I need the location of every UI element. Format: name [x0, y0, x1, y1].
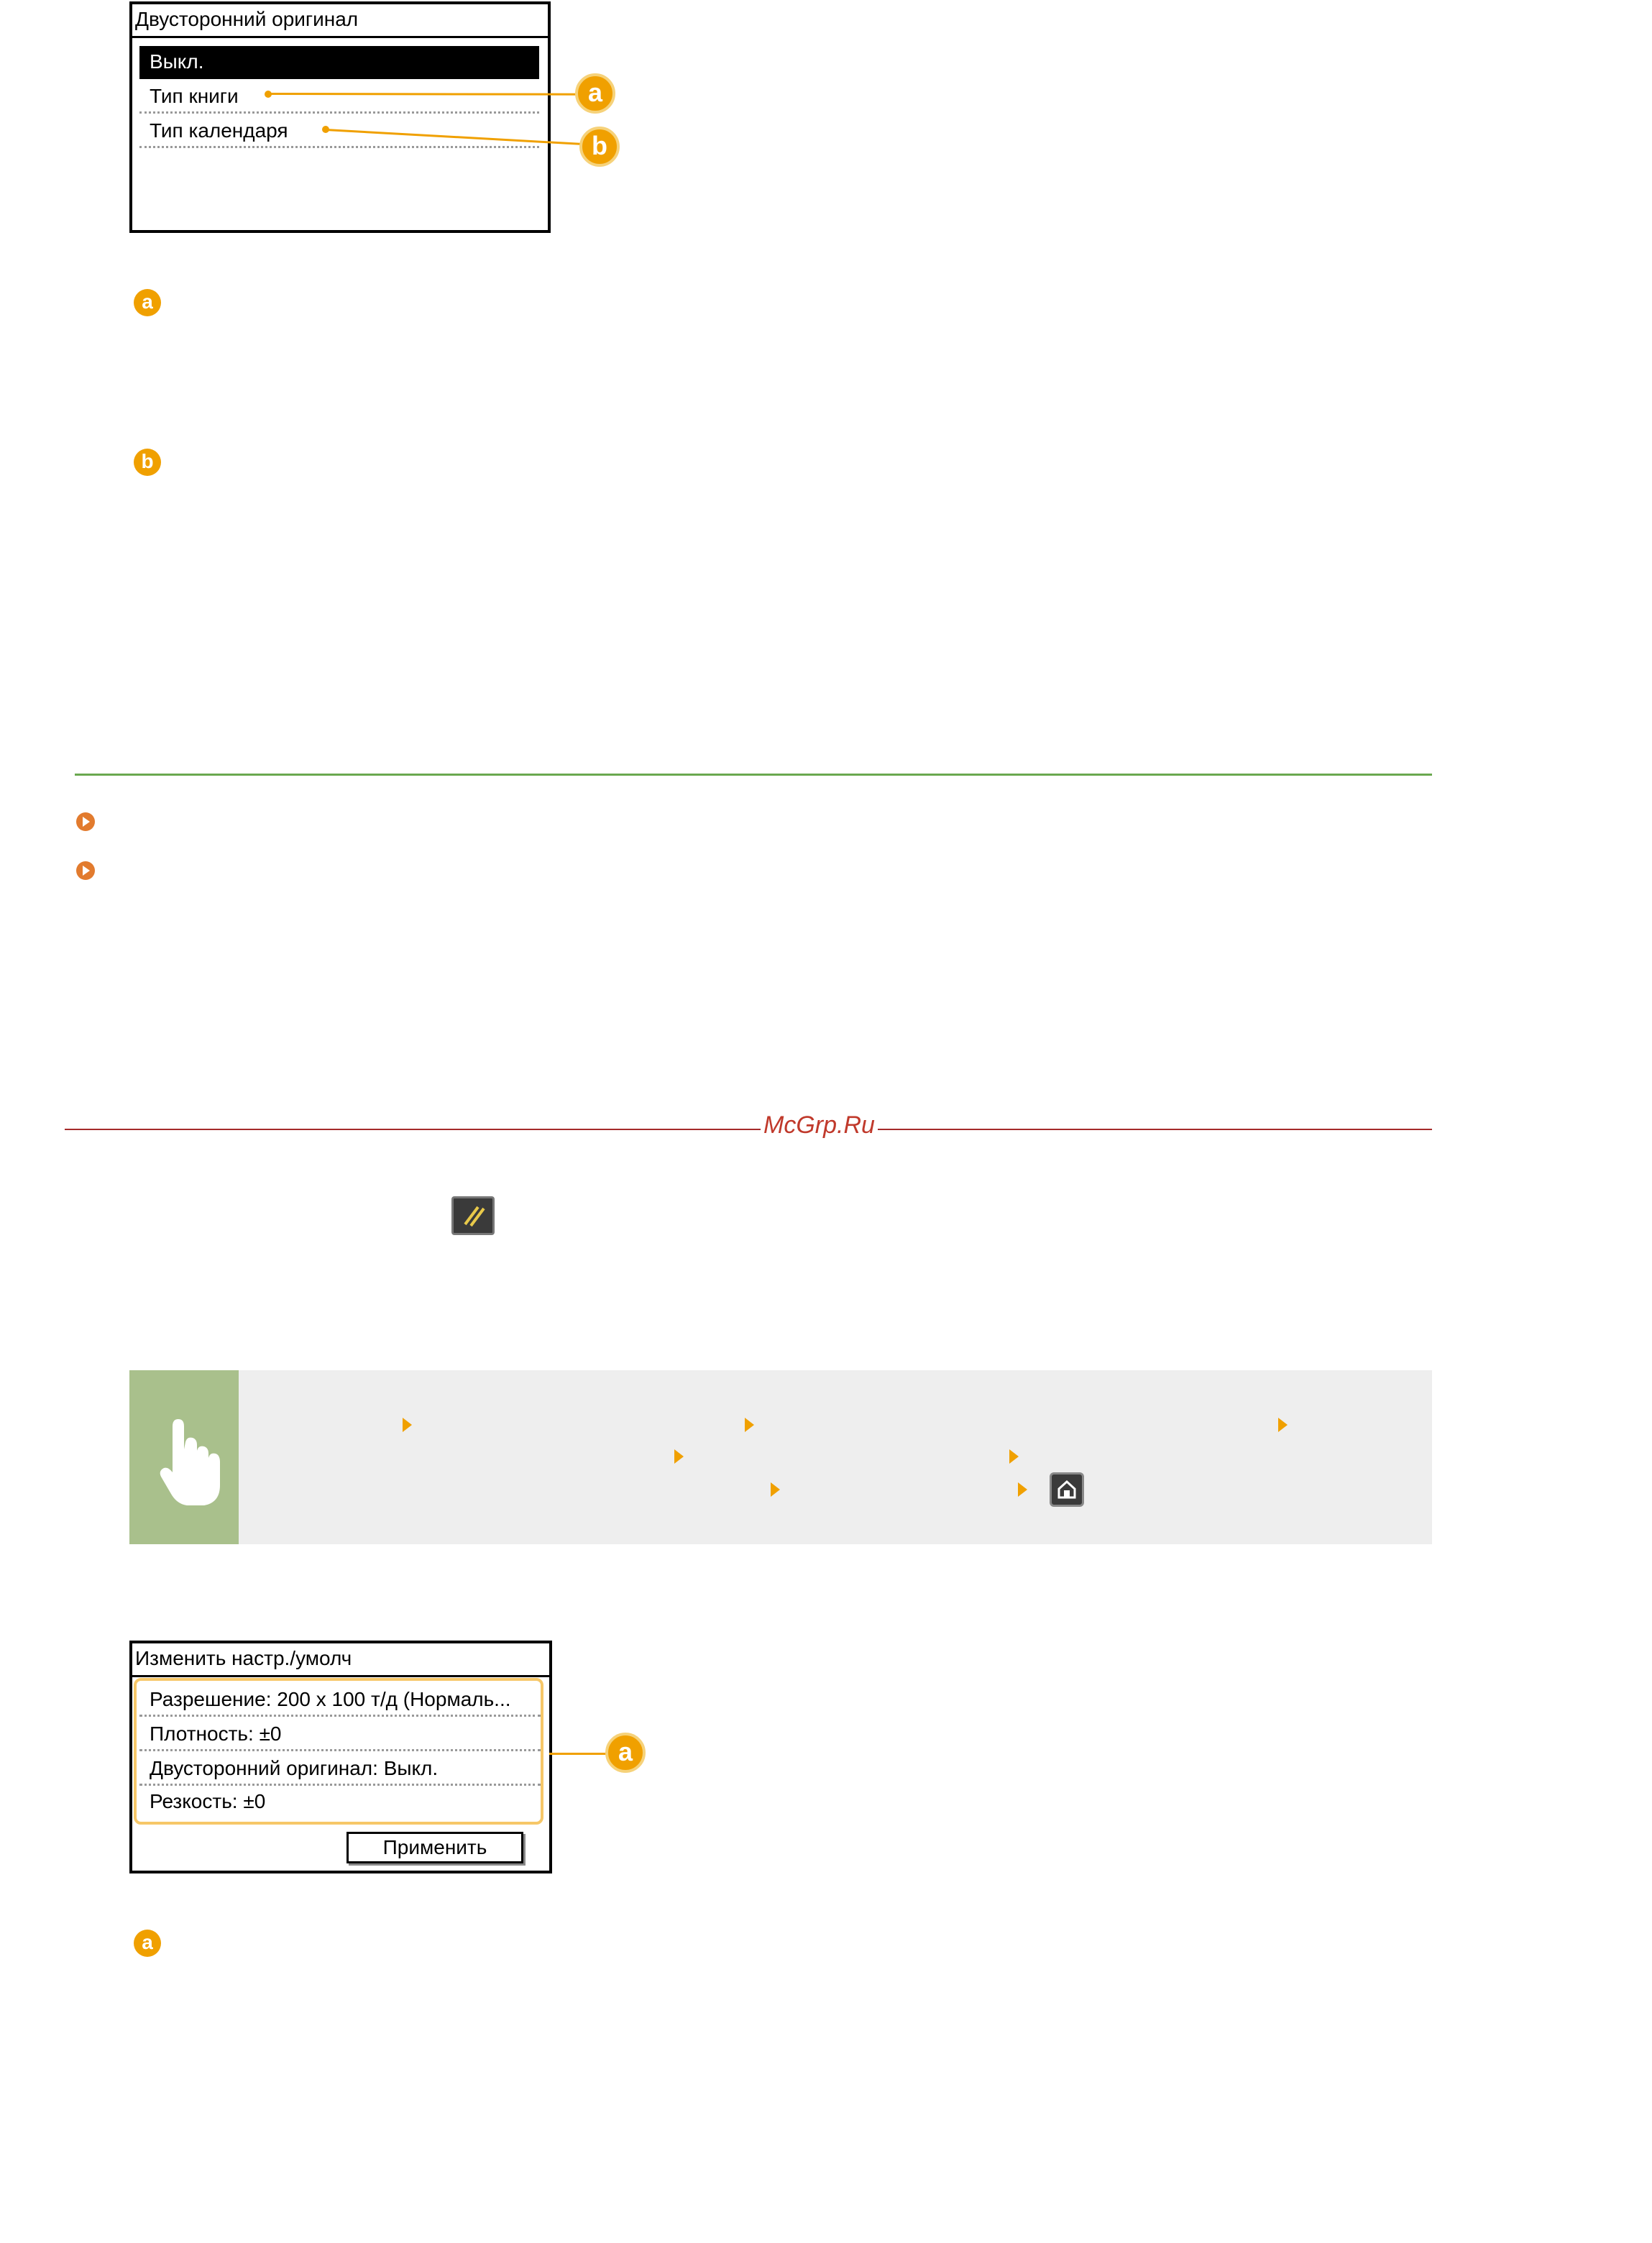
badge-a-icon: a: [134, 289, 161, 316]
hand-pointer-icon: [129, 1370, 239, 1544]
lcd-title: Изменить настр./умолч: [132, 1643, 549, 1677]
callout-a-icon: a: [605, 1733, 646, 1773]
step-arrow-icon: [674, 1449, 684, 1464]
section-divider-green: [75, 774, 1432, 776]
option-off[interactable]: Выкл.: [139, 46, 539, 79]
setting-sharpness[interactable]: Резкость: ±0: [150, 1790, 266, 1812]
badge-b-icon: b: [134, 449, 161, 476]
step-arrow-icon: [1009, 1449, 1019, 1464]
setting-2sided-original[interactable]: Двусторонний оригинал: Выкл.: [139, 1753, 541, 1786]
option-book-type[interactable]: Тип книги: [139, 81, 539, 114]
step-arrow-icon: [771, 1482, 780, 1497]
home-key-icon: [1050, 1472, 1084, 1507]
lcd-screen-change-defaults: [129, 1641, 552, 1873]
note-icon-panel: [129, 1370, 239, 1544]
link-arrow-icon[interactable]: [76, 861, 95, 880]
reset-key-icon: [451, 1196, 495, 1235]
step-arrow-icon: [745, 1418, 754, 1432]
callout-a-icon: a: [575, 73, 615, 114]
lcd-title: Двусторонний оригинал: [132, 4, 548, 38]
note-box: [129, 1370, 1432, 1544]
watermark: McGrp.Ru: [761, 1111, 878, 1139]
step-arrow-icon: [1278, 1418, 1288, 1432]
lcd-screen-2sided-original: [129, 1, 551, 233]
section-divider-red: [65, 1129, 1432, 1130]
step-arrow-icon: [1018, 1482, 1027, 1497]
callout-b-icon: b: [579, 127, 620, 167]
link-arrow-icon[interactable]: [76, 812, 95, 831]
option-calendar-type[interactable]: Тип календаря: [139, 115, 539, 148]
step-arrow-icon: [403, 1418, 412, 1432]
leader-line-a2: [549, 1753, 607, 1755]
setting-resolution[interactable]: Разрешение: 200 x 100 т/д (Нормаль...: [139, 1684, 541, 1717]
badge-a-icon: a: [134, 1930, 161, 1957]
setting-density[interactable]: Плотность: ±0: [139, 1718, 541, 1751]
apply-button[interactable]: Применить: [347, 1832, 523, 1863]
